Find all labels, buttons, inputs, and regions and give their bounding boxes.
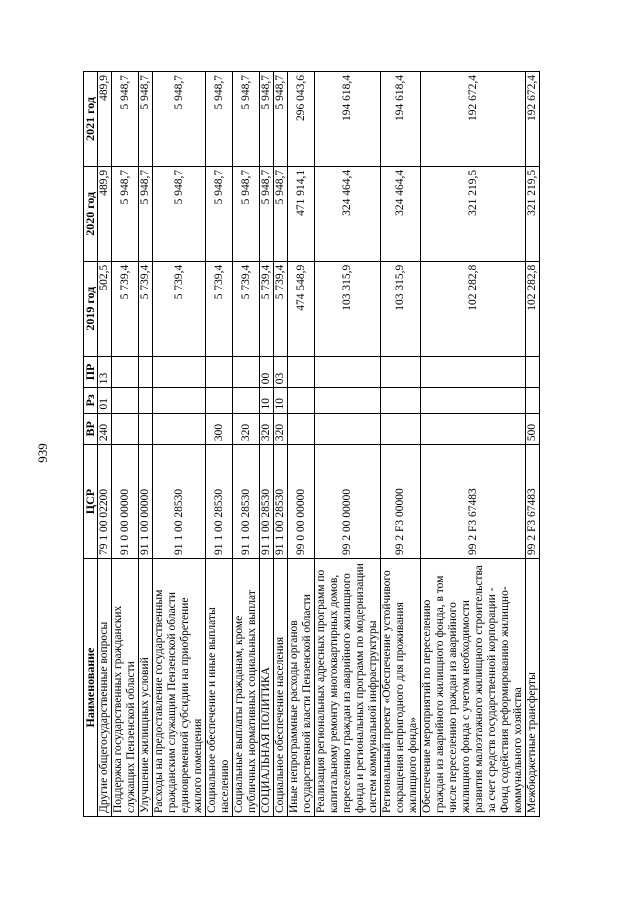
cell-csr: 99 2 00 00000 (315, 445, 381, 559)
cell-vr (112, 413, 139, 445)
cell-vr (315, 413, 381, 445)
cell-vr: 300 (206, 413, 233, 445)
cell-name: Социальное обеспечение и иные выплаты населению (206, 558, 233, 816)
cell-2020: 5 948,7 (274, 166, 288, 261)
cell-name: Межбюджетные трансферты (526, 558, 540, 816)
cell-2021: 5 948,7 (112, 72, 139, 167)
cell-2019: 5 739,4 (274, 261, 288, 356)
cell-pr (153, 356, 206, 388)
cell-rz (288, 388, 315, 413)
cell-csr: 99 0 00 00000 (288, 445, 315, 559)
cell-pr (288, 356, 315, 388)
cell-name: Иные непрограммные расходы органов государственной власти Пензенской области (288, 558, 315, 816)
cell-2021: 5 948,7 (260, 72, 274, 167)
table-row (233, 72, 260, 817)
cell-2021: 296 043,6 (288, 72, 315, 167)
cell-2021: 194 618,4 (315, 72, 381, 167)
cell-2019: 103 315,9 (315, 261, 381, 356)
cell-rz (139, 388, 153, 413)
table-row (260, 72, 274, 817)
cell-vr: 320 (274, 413, 288, 445)
cell-2021: 5 948,7 (206, 72, 233, 167)
budget-table (83, 71, 540, 817)
header-2021: 2021 год (84, 72, 98, 167)
cell-rz (233, 388, 260, 413)
cell-vr (421, 413, 526, 445)
cell-name: Расходы на предоставление государственным гражданским служащим Пензенской области единовременной субсидии на приобретение жилого помещения (153, 558, 206, 816)
cell-2021: 192 672,4 (421, 72, 526, 167)
cell-2019: 474 548,9 (288, 261, 315, 356)
cell-rz (526, 388, 540, 413)
cell-2019: 102 282,8 (526, 261, 540, 356)
cell-2020: 489,9 (98, 166, 112, 261)
cell-rz: 10 (274, 388, 288, 413)
page-number (37, 0, 49, 905)
header-pr: ПР (84, 356, 98, 388)
cell-csr: 91 1 00 00000 (139, 445, 153, 559)
cell-2019: 5 739,4 (139, 261, 153, 356)
cell-rz: 10 (260, 388, 274, 413)
cell-rz (206, 388, 233, 413)
cell-rz (112, 388, 139, 413)
cell-vr: 320 (260, 413, 274, 445)
table-row (526, 72, 540, 817)
cell-2020: 5 948,7 (233, 166, 260, 261)
header-vr: ВР (84, 413, 98, 445)
cell-2019: 5 739,4 (206, 261, 233, 356)
table-row (288, 72, 315, 817)
cell-csr: 99 2 F3 67483 (421, 445, 526, 559)
cell-2021: 5 948,7 (274, 72, 288, 167)
header-2019: 2019 год (84, 261, 98, 356)
cell-name: Обеспечение мероприятий по переселению граждан из аварийного жилищного фонда, в том числе переселению граждан из аварийного жилищного фонда с учетом необходимости развития малоэтажного жилищного строительства за счет средств государственной корпорации - Фонд содействия реформированию жилищно-коммунального хозяйства (421, 558, 526, 816)
cell-name: Другие общегосударственные вопросы (98, 558, 112, 816)
cell-pr (421, 356, 526, 388)
cell-vr (288, 413, 315, 445)
cell-2020: 471 914,1 (288, 166, 315, 261)
cell-pr (206, 356, 233, 388)
cell-2020: 5 948,7 (112, 166, 139, 261)
cell-name: Улучшение жилищных условий (139, 558, 153, 816)
cell-rz (153, 388, 206, 413)
cell-csr: 99 2 F3 00000 (381, 445, 421, 559)
cell-pr (112, 356, 139, 388)
cell-csr: 99 2 F3 67483 (526, 445, 540, 559)
cell-pr (315, 356, 381, 388)
cell-vr: 500 (526, 413, 540, 445)
table-row (421, 72, 526, 817)
table-header-row (84, 72, 98, 817)
cell-2020: 5 948,7 (260, 166, 274, 261)
cell-name: Поддержка государственных гражданских служащих Пензенской области (112, 558, 139, 816)
table-row (139, 72, 153, 817)
table-row (206, 72, 233, 817)
cell-csr: 91 1 00 28530 (274, 445, 288, 559)
cell-2021: 194 618,4 (381, 72, 421, 167)
cell-pr: 03 (274, 356, 288, 388)
cell-2019: 5 739,4 (233, 261, 260, 356)
cell-pr (233, 356, 260, 388)
table-row (381, 72, 421, 817)
cell-2019: 5 739,4 (260, 261, 274, 356)
cell-rz: 01 (98, 388, 112, 413)
cell-2019: 5 739,4 (153, 261, 206, 356)
cell-2019: 102 282,8 (421, 261, 526, 356)
table-row (112, 72, 139, 817)
cell-pr: 00 (260, 356, 274, 388)
cell-name: Реализация региональных адресных программ по капитальному ремонту многоквартирных домов, переселению граждан из аварийного жилищного фонда и региональных программ по модернизации систем коммунальной инфраструктуры (315, 558, 381, 816)
cell-csr: 91 1 00 28530 (260, 445, 274, 559)
cell-2020: 5 948,7 (206, 166, 233, 261)
cell-2021: 5 948,7 (233, 72, 260, 167)
cell-2019: 103 315,9 (381, 261, 421, 356)
cell-name: СОЦИАЛЬНАЯ ПОЛИТИКА (260, 558, 274, 816)
table-row (98, 72, 112, 817)
cell-pr: 13 (98, 356, 112, 388)
header-csr: ЦСР (84, 445, 98, 559)
cell-pr (381, 356, 421, 388)
cell-pr (526, 356, 540, 388)
cell-2021: 5 948,7 (153, 72, 206, 167)
cell-rz (381, 388, 421, 413)
cell-vr (139, 413, 153, 445)
cell-rz (315, 388, 381, 413)
table-row (274, 72, 288, 817)
cell-2021: 489,9 (98, 72, 112, 167)
cell-csr: 91 1 00 28530 (233, 445, 260, 559)
budget-table-container (83, 71, 570, 817)
cell-csr: 79 1 00 02200 (98, 445, 112, 559)
cell-pr (139, 356, 153, 388)
cell-2020: 5 948,7 (153, 166, 206, 261)
cell-vr: 240 (98, 413, 112, 445)
cell-csr: 91 1 00 28530 (153, 445, 206, 559)
cell-2019: 5 739,4 (112, 261, 139, 356)
header-name: Наименование (84, 558, 98, 816)
cell-name: Социальное обеспечение населения (274, 558, 288, 816)
cell-2020: 321 219,5 (421, 166, 526, 261)
cell-vr (381, 413, 421, 445)
table-row (153, 72, 206, 817)
cell-vr (153, 413, 206, 445)
cell-2019: 502,5 (98, 261, 112, 356)
cell-name: Социальные выплаты гражданам, кроме публичных нормативных социальных выплат (233, 558, 260, 816)
cell-2020: 5 948,7 (139, 166, 153, 261)
cell-2021: 192 672,4 (526, 72, 540, 167)
cell-2020: 321 219,5 (526, 166, 540, 261)
header-2020: 2020 год (84, 166, 98, 261)
header-rz: Рз (84, 388, 98, 413)
cell-rz (421, 388, 526, 413)
cell-vr: 320 (233, 413, 260, 445)
table-body (98, 72, 540, 817)
cell-name: Региональный проект «Обеспечение устойчивого сокращения непригодного для проживания жилищного фонда» (381, 558, 421, 816)
cell-2021: 5 948,7 (139, 72, 153, 167)
page-number-text: 939 (35, 442, 50, 463)
cell-2020: 324 464,4 (315, 166, 381, 261)
cell-csr: 91 1 00 28530 (206, 445, 233, 559)
cell-csr: 91 0 00 00000 (112, 445, 139, 559)
cell-2020: 324 464,4 (381, 166, 421, 261)
table-row (315, 72, 381, 817)
